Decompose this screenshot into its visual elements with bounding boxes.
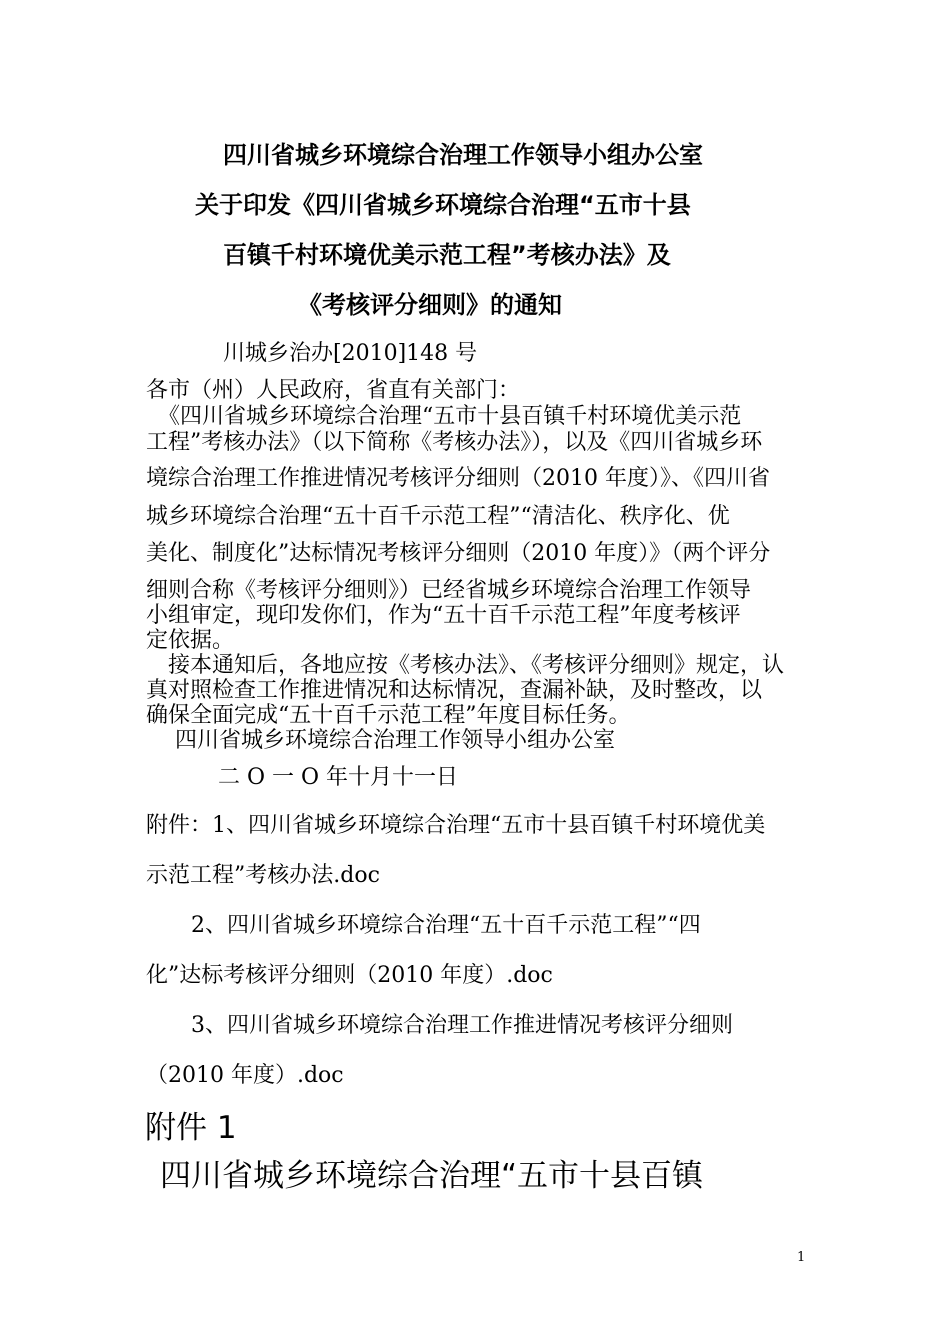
paragraph1-line: 工程”考核办法》（以下简称《考核办法》），以及《四川省城乡环 <box>146 430 763 455</box>
title-line-3: 百镇千村环境优美示范工程”考核办法》及 <box>223 241 671 269</box>
paragraph1-line: 《四川省城乡环境综合治理“五市十县百镇千村环境优美示范 <box>158 404 742 429</box>
date: 二 O 一 O 年十月十一日 <box>218 765 459 790</box>
appendix-title: 四川省城乡环境综合治理“五市十县百镇 <box>160 1158 704 1194</box>
title-line-2: 关于印发《四川省城乡环境综合治理“五市十县 <box>195 191 691 219</box>
page-number: 1 <box>797 1250 806 1265</box>
title-line-1: 四川省城乡环境综合治理工作领导小组办公室 <box>223 141 703 169</box>
attachment-3-line-2: （2010 年度）.doc <box>146 1063 344 1088</box>
addressee: 各市（州）人民政府，省直有关部门： <box>146 378 521 403</box>
paragraph1-line: 定依据。 <box>146 628 235 653</box>
attachment-1-line-1: 附件：1、四川省城乡环境综合治理“五市十县百镇千村环境优美 <box>146 813 766 838</box>
paragraph1-line: 细则合称《考核评分细则》）已经省城乡环境综合治理工作领导 <box>146 578 752 603</box>
paragraph1-line: 城乡环境综合治理“五十百千示范工程”“清洁化、秩序化、优 <box>146 504 730 529</box>
paragraph1-line: 境综合治理工作推进情况考核评分细则（2010 年度）》、《四川省 <box>146 466 770 491</box>
title-line-4: 《考核评分细则》的通知 <box>298 291 562 319</box>
appendix-heading: 附件 1 <box>145 1110 237 1146</box>
attachment-3-line-1: 3、四川省城乡环境综合治理工作推进情况考核评分细则 <box>191 1013 733 1038</box>
paragraph2-line: 真对照检查工作推进情况和达标情况，查漏补缺，及时整改，以 <box>146 678 763 703</box>
document-number: 川城乡治办[2010]148 号 <box>223 341 478 366</box>
paragraph2-line: 确保全面完成“五十百千示范工程”年度目标任务。 <box>146 703 631 728</box>
paragraph1-line: 美化、制度化”达标情况考核评分细则（2010 年度）》（两个评分 <box>146 541 771 566</box>
paragraph1-line: 小组审定，现印发你们，作为“五十百千示范工程”年度考核评 <box>146 603 741 628</box>
attachment-2-line-2: 化”达标考核评分细则（2010 年度）.doc <box>146 963 553 988</box>
attachment-1-line-2: 示范工程”考核办法.doc <box>146 863 380 888</box>
attachment-2-line-1: 2、四川省城乡环境综合治理“五十百千示范工程”“四 <box>191 913 701 938</box>
paragraph2-line: 接本通知后，各地应按《考核办法》、《考核评分细则》规定，认 <box>168 653 785 678</box>
signature: 四川省城乡环境综合治理工作领导小组办公室 <box>175 728 616 753</box>
